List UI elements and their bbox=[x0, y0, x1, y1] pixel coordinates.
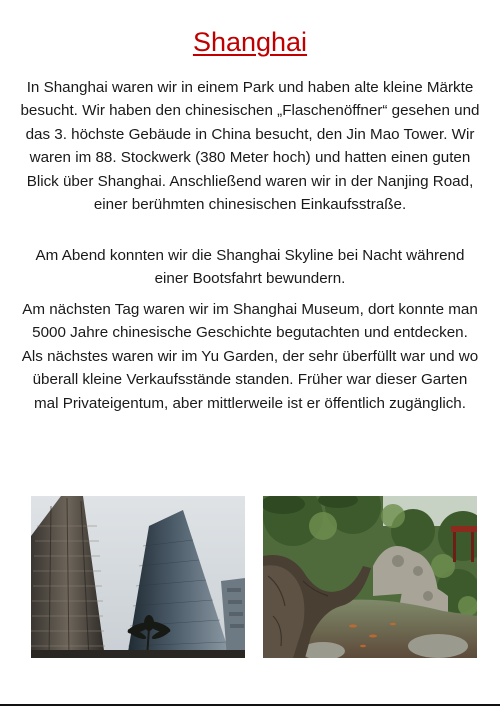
yu-garden-photo bbox=[263, 496, 477, 658]
bottom-divider bbox=[0, 704, 500, 706]
page-title: Shanghai bbox=[192, 27, 308, 57]
yu-garden-photo-graphic bbox=[263, 496, 477, 658]
skyscrapers-photo-graphic bbox=[31, 496, 245, 658]
paragraph-park-and-tower: In Shanghai waren wir in einem Park und haben alte kleine Märkte besucht. Wir haben den chinesischen „Flaschenöffner“ gesehen und das 3. höchste Gebäude in China besucht, den Jin Mao Tower. Wir waren im 88. Stockwerk (380 Meter hoch) und hatten einen guten Blick über Shanghai. Anschließend waren wir in der Nanjing Road, einer berühmten chinesischen Einkaufsstraße. bbox=[20, 79, 480, 214]
paragraph-evening-boat-trip: Am Abend konnten wir die Shanghai Skyline bei Nacht während einer Bootsfahrt bewundern. bbox=[35, 247, 465, 288]
paragraph-museum-and-garden: Am nächsten Tag waren wir im Shanghai Museum, dort konnte man 5000 Jahre chinesische Geschichte begutachten und entdecken. Als nächstes waren wir im Yu Garden, der sehr überfüllt war und wo überall kleine Verkaufsstände standen. Früher war dieser Garten mal Privateigentum, aber mittlerweile ist er öffentlich zugänglich. bbox=[21, 301, 479, 412]
skyscrapers-photo bbox=[31, 496, 245, 658]
